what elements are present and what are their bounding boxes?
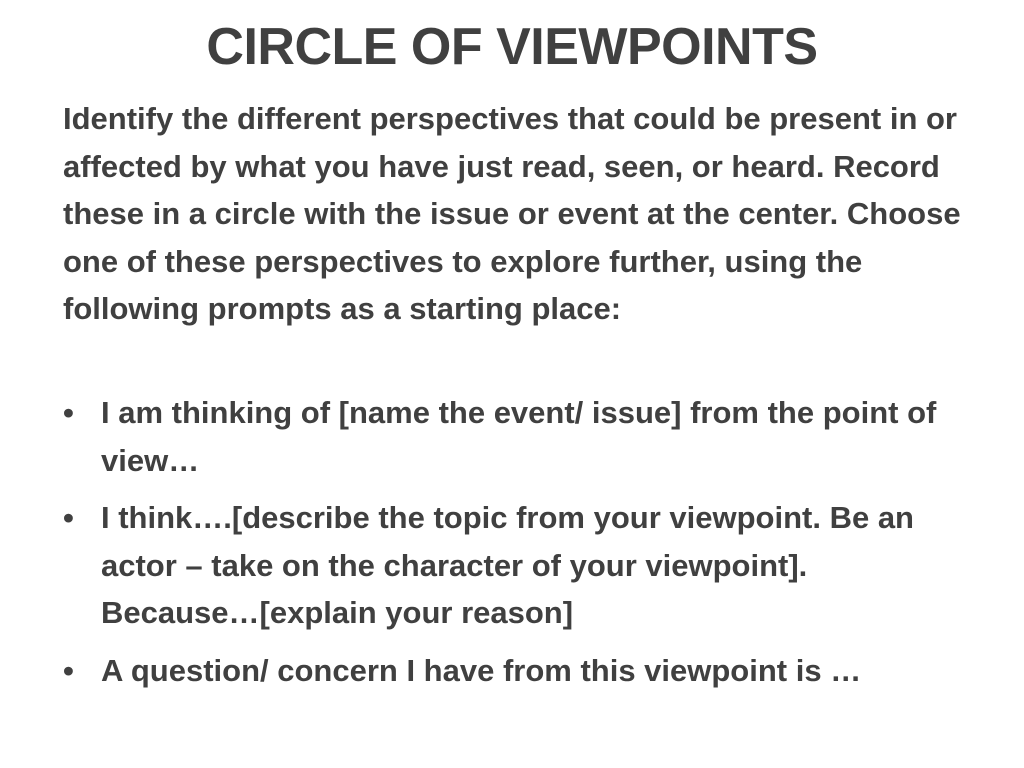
bullet-icon: • [63,500,74,535]
list-item-text: I am thinking of [name the event/ issue] from the point of view… [101,395,937,478]
list-item [63,647,963,695]
bullet-icon: • [63,652,74,688]
intro-paragraph: Identify the different perspectives that could be present in or affected by what you have just read, seen, or heard. Record these in a circle with the issue or event at the center. Choose one of these perspectives to explore further, using the following prompts as a starting place: [63,101,961,326]
list-item [63,389,963,484]
slide-title: CIRCLE OF VIEWPOINTS [206,18,818,76]
list-item-text: I think….[describe the topic from your viewpoint. Be an actor – take on the character of your viewpoint]. Because…[explain your reason] [101,500,914,630]
list-item-text: A question/ concern I have from this viewpoint is … [101,652,862,688]
list-item [63,494,963,637]
bullet-icon: • [63,395,74,430]
prompt-list [63,389,963,704]
